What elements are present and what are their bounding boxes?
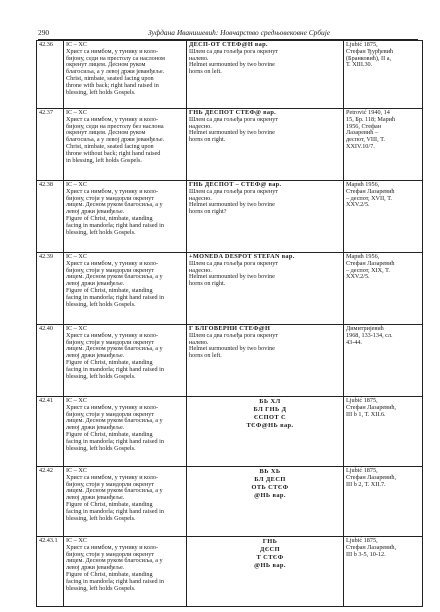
reference-cell [344,109,422,180]
obverse-description-line: лицем. Десном руком благосиља, а у [66,273,163,281]
table-row [37,108,422,180]
reference-line: – деспот, XIX, Т. [346,266,390,274]
obverse-legend: IC – XC [66,41,87,48]
obverse-description-line: левој држи јеванђеље. [66,352,125,360]
reverse-description-line: налево. [189,338,209,346]
obverse-description-line: лицем. Десном руком благосиља, а у [66,557,163,565]
reverse-description-line: Helmet surmounted by two bovine [189,345,275,353]
obverse-description-line: Figure of Christ, nimbate, standing [66,214,153,222]
obverse-legend: IC – XC [66,109,87,116]
reverse-description-line: Шлем са два гољеђа рога окренут [189,259,279,267]
obverse-description-line: бијону, седи на престолу са наслоном [66,54,165,62]
reference-cell [344,253,422,324]
reverse-legend: +MONEDA DESPOT STEFAN вар. [189,253,295,260]
reference-line: III b 1, Т. XII.6. [346,410,386,418]
reference-cell [344,537,422,606]
reference-line: Стефан Ђурђевић [346,47,394,55]
obverse-description-line: blessing, left holds Gospels. [66,228,136,236]
page-header [38,28,418,40]
obverse-description-line: facing in mandorla; right hand raised in [66,365,164,373]
reference-line: Ljubić 1875, [346,41,378,48]
obverse-description-line: throne without back; right hand raised [66,149,161,157]
obverse-description-line: левој држи јеванђеље. [66,564,125,572]
obverse-cell [64,41,187,108]
reverse-legend: Г БЛГОВЕРНИ СТЕФ@Н [189,325,271,332]
obverse-description-line: бијону, седи на престолу без наслона [66,122,164,130]
table-row [37,466,422,536]
obverse-legend: IC – XC [66,181,87,188]
reference-line: (Бранковић), II а, [346,54,391,62]
reference-line: XXV.2/5. [346,273,370,281]
obverse-description-line: бијону, стоји у мандорли окренут [66,410,155,418]
page-number: 290 [38,28,50,37]
reverse-cell [187,181,344,252]
obverse-description-line: окренут лицем. Десном руком [66,129,146,137]
obverse-description-line: лицем. Десном руком благосиља, а у [66,345,163,353]
reverse-description-line: Шлем са два гољеђа рога окренут [189,115,279,123]
catalogue-number: 42.43.1 [37,537,64,606]
obverse-cell [64,325,187,396]
reference-line: – деспот, XVII, Т. [346,194,392,202]
reverse-description-line: horns on right. [189,136,226,144]
reference-line: Стефан Лазаревић, [346,403,397,411]
obverse-description-line: blessing, left holds Gospels. [66,372,136,380]
obverse-description-line: facing in mandorla; right hand raised in [66,437,164,445]
reverse-description-line: Helmet surmounted by two bovine [189,201,275,209]
obverse-description-line: левој држи јеванђеље. [66,208,125,216]
catalogue-number: 42.39 [37,253,64,324]
obverse-description-line: blessing, left holds Gospels. [66,584,136,592]
reference-line: Марић 1956, [346,253,380,260]
reference-line: Ljubić 1875, [346,397,378,404]
table-row [37,396,422,466]
obverse-description-line: Figure of Christ, nimbate, standing [66,358,153,366]
table-row [37,252,422,324]
obverse-description-line: Христ са нимбом, у тунику и коло- [66,47,158,55]
obverse-description-line: Христ са нимбом, у тунику и коло- [66,403,158,411]
obverse-legend: IC – XC [66,253,87,260]
reference-line: XXV.2/5. [346,201,370,209]
obverse-description-line: лицем. Десном руком благосиља, а у [66,487,163,495]
reverse-description-line: Шлем са два гољеђа рога окренут [189,47,279,55]
obverse-description-line: Христ са нимбом, у тунику и коло- [66,187,158,195]
reverse-cell [187,537,344,606]
reference-line: III b 2, Т. XII.7. [346,480,386,488]
obverse-legend: IC – XC [66,537,87,544]
reverse-description-line: horns on right. [189,280,226,288]
reference-cell [344,41,422,108]
reverse-description-line: horns on right? [189,208,227,216]
obverse-description-line: Figure of Christ, nimbate, standing [66,430,153,438]
obverse-description-line: бијону, стоји у мандорли окренут [66,266,155,274]
obverse-description-line: Christ, nimbate, seated facing upon [66,142,154,150]
obverse-description-line: окренут лицем. Десном руком [66,61,146,69]
reverse-cell [187,253,344,324]
reverse-cell [187,397,344,466]
obverse-legend: IC – XC [66,397,87,404]
reference-cell [344,397,422,466]
catalogue-number: 42.37 [37,109,64,180]
reference-line: Стефан Лазаревић [346,259,395,267]
obverse-description-line: in blessing, left holds Gospels. [66,156,142,164]
reverse-legend-line: @НЬ вар. [254,562,286,569]
obverse-cell [64,537,187,606]
reference-cell [344,325,422,396]
reference-line: Лазаревић – [346,129,378,137]
obverse-description-line: blessing, left holds Gospels. [66,300,136,308]
obverse-description-line: throne with back; right hand raised in [66,81,159,89]
reverse-cell [187,41,344,108]
reverse-cell [187,325,344,396]
catalogue-number: 42.42 [37,467,64,536]
reverse-legend-line: БЛ ДЕСП [254,476,286,483]
reverse-description-line: horns on left. [189,68,222,76]
reference-line: 43-44. [346,338,362,346]
obverse-description-line: facing in mandorla; right hand raised in [66,577,164,585]
obverse-legend: IC – XC [66,325,87,332]
reverse-description-line: надесно. [189,194,212,202]
obverse-description-line: Figure of Christ, nimbate, standing [66,286,153,294]
obverse-description-line: facing in mandorla; right hand raised in [66,507,164,515]
obverse-description-line: facing in mandorla; right hand raised in [66,293,164,301]
reverse-description-line: надесно. [189,122,212,130]
obverse-description-line: blessing, left holds Gospels. [66,88,136,96]
reference-line: XXIV.10/7. [346,142,375,150]
obverse-cell [64,397,187,466]
catalogue-number: 42.36 [37,41,64,108]
obverse-description-line: Figure of Christ, nimbate, standing [66,500,153,508]
obverse-description-line: Christ, nimbate, seated facing upon [66,74,154,82]
obverse-description-line: левој држи јеванђеље. [66,280,125,288]
obverse-description-line: Христ са нимбом, у тунику и коло- [66,115,158,123]
reference-line: Стефан Лазаревић, [346,473,397,481]
table-row [37,536,422,606]
reverse-legend-line: ВЬ ХЬ [259,468,281,475]
reference-line: 15, Бр. 118; Марић [346,115,396,123]
running-head: Зуфдана Иванишевић: Новчарство средњовековне Србије [148,28,331,37]
catalogue-number: 42.40 [37,325,64,396]
catalogue-number: 42.38 [37,181,64,252]
reverse-legend-line: ДЄСП [260,546,280,553]
obverse-description-line: blessing, left holds Gospels. [66,514,136,522]
reference-line: деспот, VIII, Т. [346,136,385,144]
obverse-description-line: бијону, стоји у мандорли окренут [66,338,155,346]
reverse-description-line: Helmet surmounted by two bovine [189,61,275,69]
reference-line: 1956, Стефан [346,122,382,130]
reverse-legend-line: БЛ ГНЬ Д [253,406,287,413]
reference-line: Марић 1956, [346,181,380,188]
obverse-cell [64,467,187,536]
reverse-legend-line: БЬ ХЛ [259,398,281,405]
reverse-legend-line: ТЄФ@НЬ вар. [246,422,294,429]
catalogue-table [36,40,423,607]
reverse-legend-line: ОТЬ СТЄФ [251,484,289,491]
table-row [37,180,422,252]
reference-cell [344,467,422,536]
reverse-legend-line: Т СТЄФ [256,554,284,561]
reference-line: Т. XIII.30. [346,61,373,69]
obverse-description-line: Христ са нимбом, у тунику и коло- [66,543,158,551]
obverse-description-line: Figure of Christ, nimbate, standing [66,570,153,578]
reference-line: III b 3-5, 10-12. [346,550,386,558]
obverse-description-line: Христ са нимбом, у тунику и коло- [66,259,158,267]
reverse-legend: ГНЬ ДЕСПОТ – СТЕФ@ вар. [189,181,282,188]
reverse-description-line: Helmet surmounted by two bovine [189,273,275,281]
reference-line: Димитријевић [346,325,384,332]
obverse-description-line: левој држи јеванђеље. [66,424,125,432]
obverse-description-line: левој држи јеванђеље. [66,494,125,502]
reverse-description-line: надесно. [189,266,212,274]
obverse-description-line: благосиља, а у левој држи јеванђеље. [66,136,165,144]
obverse-description-line: бијону, стоји у мандорли окренут [66,194,155,202]
reference-line: Ljubić 1875, [346,537,378,544]
obverse-legend: IC – XC [66,467,87,474]
obverse-description-line: бијону, стоји у мандорли окренут [66,550,155,558]
table-row [37,324,422,396]
reference-line: Стефан Лазаревић [346,187,395,195]
reverse-description-line: horns on left. [189,352,222,360]
obverse-description-line: facing in mandorla; right hand raised in [66,221,164,229]
reverse-legend: ДЕСП-ОТ СТЕФ@Н вар. [189,41,268,48]
obverse-cell [64,109,187,180]
obverse-description-line: благосиља, а у левој држи јеванђеље. [66,68,165,76]
table-row [37,41,422,108]
obverse-description-line: бијону, стоји у мандорли окренут [66,480,155,488]
reverse-description-line: Шлем са два гољеђа рога окренут [189,187,279,195]
obverse-description-line: Христ са нимбом, у тунику и коло- [66,331,158,339]
obverse-description-line: Христ са нимбом, у тунику и коло- [66,473,158,481]
reverse-cell [187,467,344,536]
reference-line: Petrović 1940, 14 [346,109,390,116]
reverse-description-line: Шлем са два гољеђа рога окренут [189,331,279,339]
reference-cell [344,181,422,252]
reverse-description-line: налево. [189,54,209,62]
obverse-cell [64,253,187,324]
reference-line: Стефан Лазаревић, [346,543,397,551]
obverse-cell [64,181,187,252]
obverse-description-line: лицем. Десном руком благосиља, а у [66,201,163,209]
reverse-legend: ГНЬ ДЕСПОТ СТЕФ@ вар. [189,109,277,116]
reverse-legend-line: ГНЬ [262,538,278,545]
obverse-description-line: лицем. Десном руком благосиља, а у [66,417,163,425]
catalogue-number: 42.41 [37,397,64,466]
reference-line: Ljubić 1875, [346,467,378,474]
reverse-description-line: Helmet surmounted by two bovine [189,129,275,137]
reverse-cell [187,109,344,180]
reference-line: 1968, 133-134, сл. [346,331,393,339]
reverse-legend-line: @НЬ вар. [254,492,286,499]
reverse-legend-line: ЄСПОТ С [253,414,287,421]
obverse-description-line: blessing, left holds Gospels. [66,444,136,452]
